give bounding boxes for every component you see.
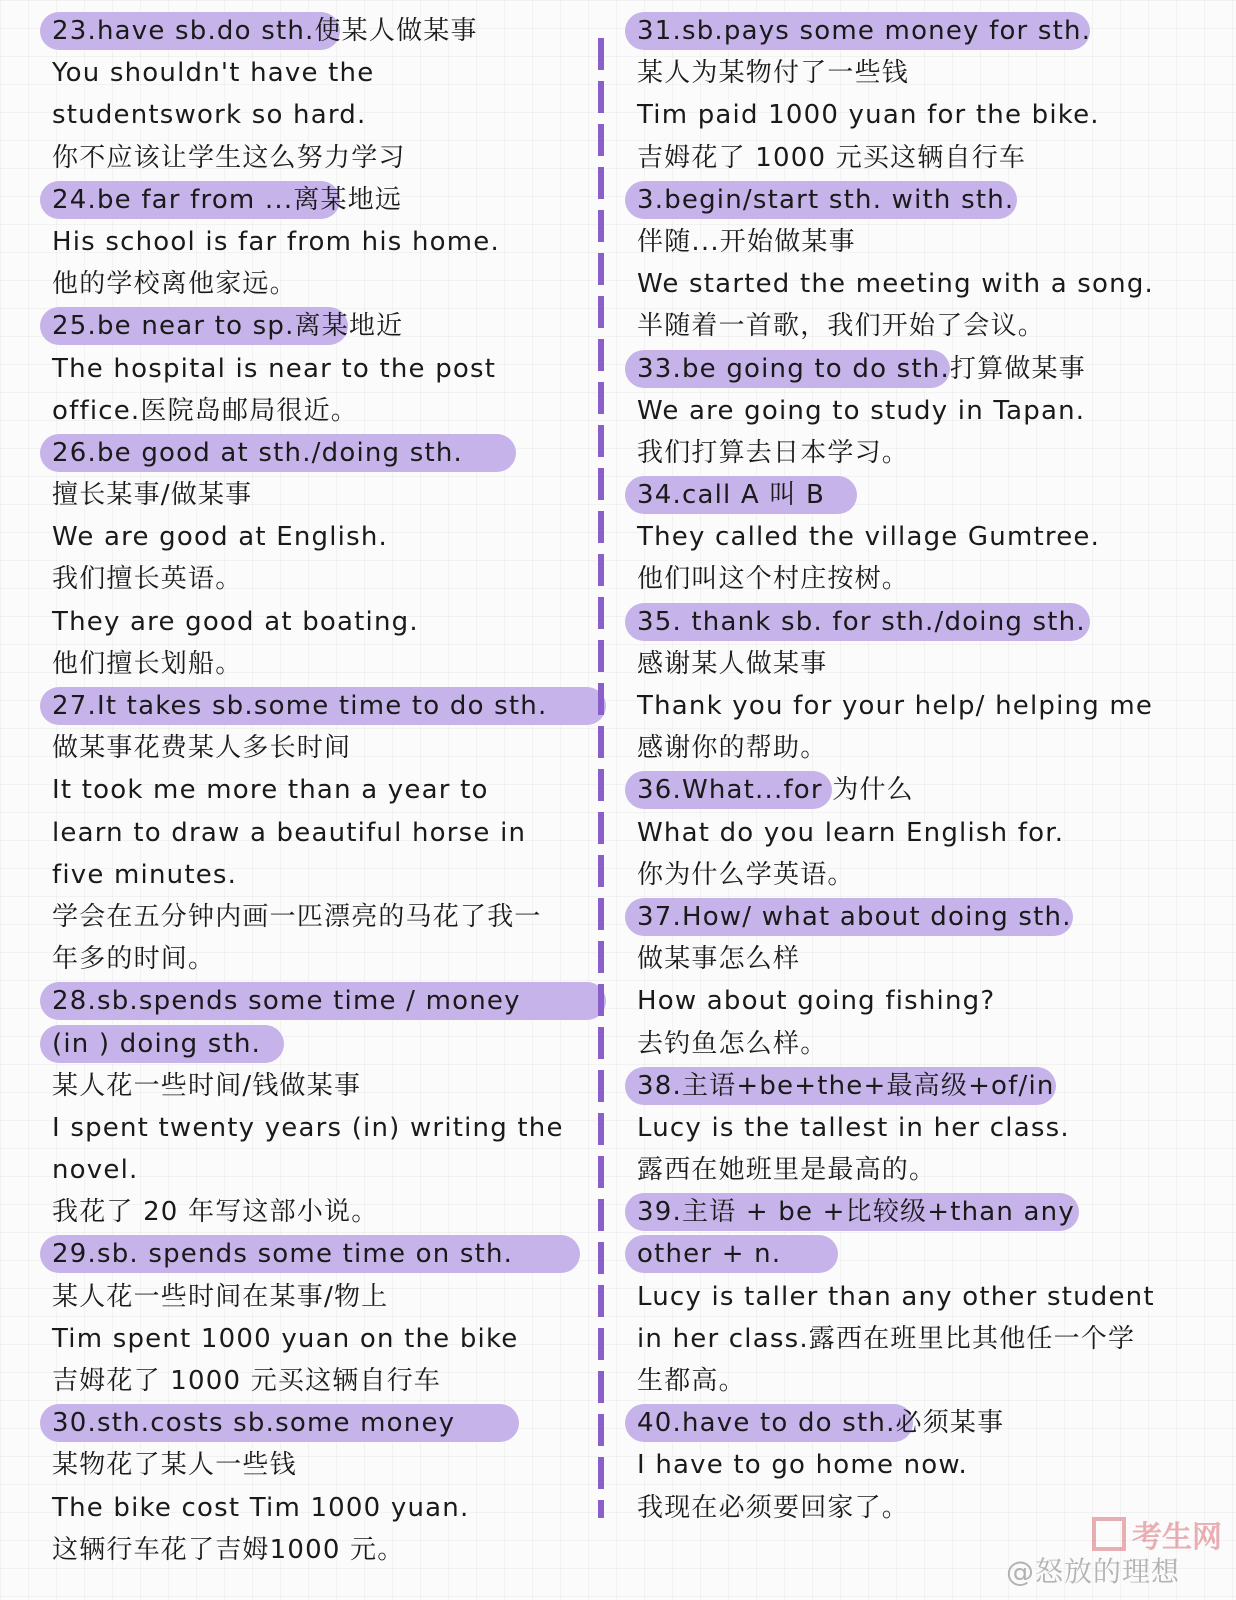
line-text: 36.What...for 为什么: [637, 775, 914, 806]
phrase-heading: [40, 305, 615, 347]
text-line: [40, 601, 615, 643]
line-text: 39.主语 + be +比较级+than any: [637, 1197, 1075, 1228]
phrase-heading: [40, 980, 615, 1022]
line-text: 你不应该让学生这么努力学习: [52, 142, 406, 173]
line-text: 24.be far from ...离某地远: [52, 184, 403, 215]
line-text: 我们打算去日本学习。: [637, 437, 910, 468]
line-text: 他的学校离他家远。: [52, 269, 297, 300]
line-text: 做某事花费某人多长时间: [52, 733, 352, 764]
text-line: [625, 390, 1230, 432]
text-line: [625, 938, 1230, 980]
text-line: [625, 516, 1230, 558]
line-text: 23.have sb.do sth.使某人做某事: [52, 16, 478, 46]
text-line: [40, 52, 615, 94]
line-text: 生都高。: [637, 1366, 746, 1396]
text-line: [625, 137, 1230, 179]
line-text: 37.How/ what about doing sth.: [637, 901, 1072, 932]
text-line: [40, 1149, 615, 1191]
line-text: 40.have to do sth.必须某事: [637, 1408, 1005, 1439]
line-text: I spent twenty years (in) writing the: [52, 1112, 564, 1143]
text-line: [625, 94, 1230, 136]
line-text: Thank you for your help/ helping me: [637, 691, 1154, 721]
text-line: [625, 52, 1230, 94]
line-text: They called the village Gumtree.: [637, 522, 1101, 553]
text-line: [40, 854, 615, 896]
line-text: 学会在五分钟内画一匹漂亮的马花了我一: [52, 901, 542, 932]
line-text: Tim paid 1000 yuan for the bike.: [637, 100, 1100, 131]
text-line: [625, 1276, 1230, 1318]
site-logo-icon: [1092, 1517, 1126, 1551]
line-text: 38.主语+be+the+最高级+of/in: [637, 1070, 1055, 1101]
line-text: 28.sb.spends some time / money: [52, 986, 521, 1017]
line-text: 某人花一些时间/钱做某事: [52, 1070, 362, 1101]
phrase-heading: [625, 1402, 1230, 1444]
text-line: [625, 980, 1230, 1022]
line-text: 31.sb.pays some money for sth.: [637, 16, 1092, 46]
line-text: His school is far from his home.: [52, 226, 500, 257]
phrase-heading: [40, 179, 615, 221]
line-text: They are good at boating.: [52, 606, 419, 637]
line-text: 感谢你的帮助。: [637, 733, 828, 764]
phrase-heading: [625, 348, 1230, 390]
text-line: [40, 516, 615, 558]
phrase-heading: [625, 179, 1230, 221]
phrase-heading: [625, 1065, 1230, 1107]
line-text: 35. thank sb. for sth./doing sth.: [637, 606, 1086, 637]
phrase-heading: [625, 1233, 1230, 1275]
line-text: 做某事怎么样: [637, 944, 801, 975]
line-text: We started the meeting with a song.: [637, 269, 1155, 300]
phrase-heading: [40, 10, 615, 52]
phrase-heading: [625, 10, 1230, 52]
text-line: [40, 1444, 615, 1486]
line-text: 3.begin/start sth. with sth.: [637, 184, 1015, 215]
line-text: 吉姆花了 1000 元买这辆自行车: [52, 1366, 442, 1396]
line-text: 某人花一些时间在某事/物上: [52, 1281, 389, 1312]
text-line: [625, 1107, 1230, 1149]
line-text: 我们擅长英语。: [52, 564, 243, 595]
line-text: 33.be going to do sth.打算做某事: [637, 353, 1086, 384]
line-text: You shouldn't have the: [52, 58, 375, 89]
text-line: [40, 1065, 615, 1107]
line-text: 25.be near to sp.离某地近: [52, 311, 404, 342]
line-text: The bike cost Tim 1000 yuan.: [52, 1492, 470, 1523]
phrase-heading: [40, 1402, 615, 1444]
line-text: 你为什么学英语。: [637, 859, 855, 890]
text-line: [40, 938, 615, 980]
text-line: [625, 854, 1230, 896]
line-text: 年多的时间。: [52, 944, 216, 975]
line-text: studentswork so hard.: [52, 100, 367, 131]
text-line: [40, 558, 615, 600]
text-line: [40, 727, 615, 769]
phrase-heading: [40, 432, 615, 474]
phrase-heading: [40, 1023, 615, 1065]
text-line: [40, 1529, 615, 1571]
text-line: [625, 1444, 1230, 1486]
line-text: The hospital is near to the post: [52, 353, 497, 384]
text-line: [40, 348, 615, 390]
phrase-heading: [625, 1191, 1230, 1233]
text-line: [625, 643, 1230, 685]
line-text: 我现在必须要回家了。: [637, 1492, 910, 1523]
text-line: [625, 685, 1230, 727]
line-text: 伴随...开始做某事: [637, 226, 856, 257]
text-line: [40, 1276, 615, 1318]
text-line: [625, 432, 1230, 474]
line-text: office.医院岛邮局很近。: [52, 395, 358, 426]
text-line: [40, 474, 615, 516]
author-watermark: @怒放的理想: [1005, 1555, 1180, 1588]
text-line: [40, 390, 615, 432]
line-text: novel.: [52, 1155, 139, 1186]
text-line: [625, 812, 1230, 854]
line-text: How about going fishing?: [637, 986, 996, 1017]
line-text: What do you learn English for.: [637, 817, 1065, 848]
phrase-heading: [40, 1233, 615, 1275]
line-text: Lucy is the tallest in her class.: [637, 1112, 1070, 1143]
site-watermark-text: 考生网: [1132, 1520, 1222, 1555]
phrase-heading: [40, 685, 615, 727]
line-text: learn to draw a beautiful horse in: [52, 817, 527, 848]
column-divider: [598, 38, 604, 1518]
text-line: [40, 643, 615, 685]
text-line: [40, 137, 615, 179]
phrase-heading: [625, 769, 1230, 811]
text-line: [625, 1318, 1230, 1360]
line-text: in her class.露西在班里比其他任一个学: [637, 1323, 1136, 1354]
line-text: 某人为某物付了一些钱: [637, 58, 910, 89]
line-text: (in ) doing sth.: [52, 1028, 262, 1059]
line-text: 他们擅长划船。: [52, 648, 243, 679]
line-text: 34.call A 叫 B: [637, 480, 826, 511]
phrase-heading: [625, 896, 1230, 938]
text-line: [40, 221, 615, 263]
text-line: [40, 1107, 615, 1149]
line-text: 这辆行车花了吉姆1000 元。: [52, 1534, 405, 1565]
text-line: [40, 896, 615, 938]
line-text: 去钓鱼怎么样。: [637, 1028, 828, 1059]
text-line: [40, 263, 615, 305]
line-text: 半随着一首歌，我们开始了会议。: [637, 311, 1046, 342]
text-line: [40, 812, 615, 854]
text-line: [40, 1487, 615, 1529]
text-line: [40, 1360, 615, 1402]
line-text: 30.sth.costs sb.some money: [52, 1408, 456, 1439]
line-text: 27.It takes sb.some time to do sth.: [52, 691, 548, 721]
phrase-heading: [625, 474, 1230, 516]
text-line: [625, 727, 1230, 769]
line-text: It took me more than a year to: [52, 775, 489, 806]
left-column: [40, 10, 615, 1571]
line-text: 29.sb. spends some time on sth.: [52, 1239, 514, 1270]
line-text: Lucy is taller than any other student: [637, 1281, 1155, 1312]
text-line: [40, 94, 615, 136]
text-line: [625, 263, 1230, 305]
text-line: [625, 305, 1230, 347]
line-text: We are going to study in Tapan.: [637, 395, 1086, 426]
line-text: 露西在她班里是最高的。: [637, 1155, 937, 1186]
line-text: 擅长某事/做某事: [52, 480, 253, 511]
text-line: [40, 1191, 615, 1233]
right-column: [625, 10, 1230, 1529]
line-text: Tim spent 1000 yuan on the bike: [52, 1323, 519, 1354]
text-line: [625, 558, 1230, 600]
text-line: [40, 769, 615, 811]
text-line: [625, 221, 1230, 263]
line-text: 他们叫这个村庄按树。: [637, 564, 910, 595]
line-text: other + n.: [637, 1239, 782, 1270]
text-line: [625, 1360, 1230, 1402]
text-line: [625, 1023, 1230, 1065]
line-text: 某物花了某人一些钱: [52, 1450, 297, 1481]
line-text: 感谢某人做某事: [637, 648, 828, 679]
line-text: five minutes.: [52, 859, 238, 890]
text-line: [40, 1318, 615, 1360]
line-text: I have to go home now.: [637, 1450, 968, 1481]
line-text: 吉姆花了 1000 元买这辆自行车: [637, 142, 1027, 173]
line-text: We are good at English.: [52, 522, 388, 553]
line-text: 我花了 20 年写这部小说。: [52, 1197, 379, 1228]
phrase-heading: [625, 601, 1230, 643]
text-line: [625, 1149, 1230, 1191]
line-text: 26.be good at sth./doing sth.: [52, 437, 464, 468]
